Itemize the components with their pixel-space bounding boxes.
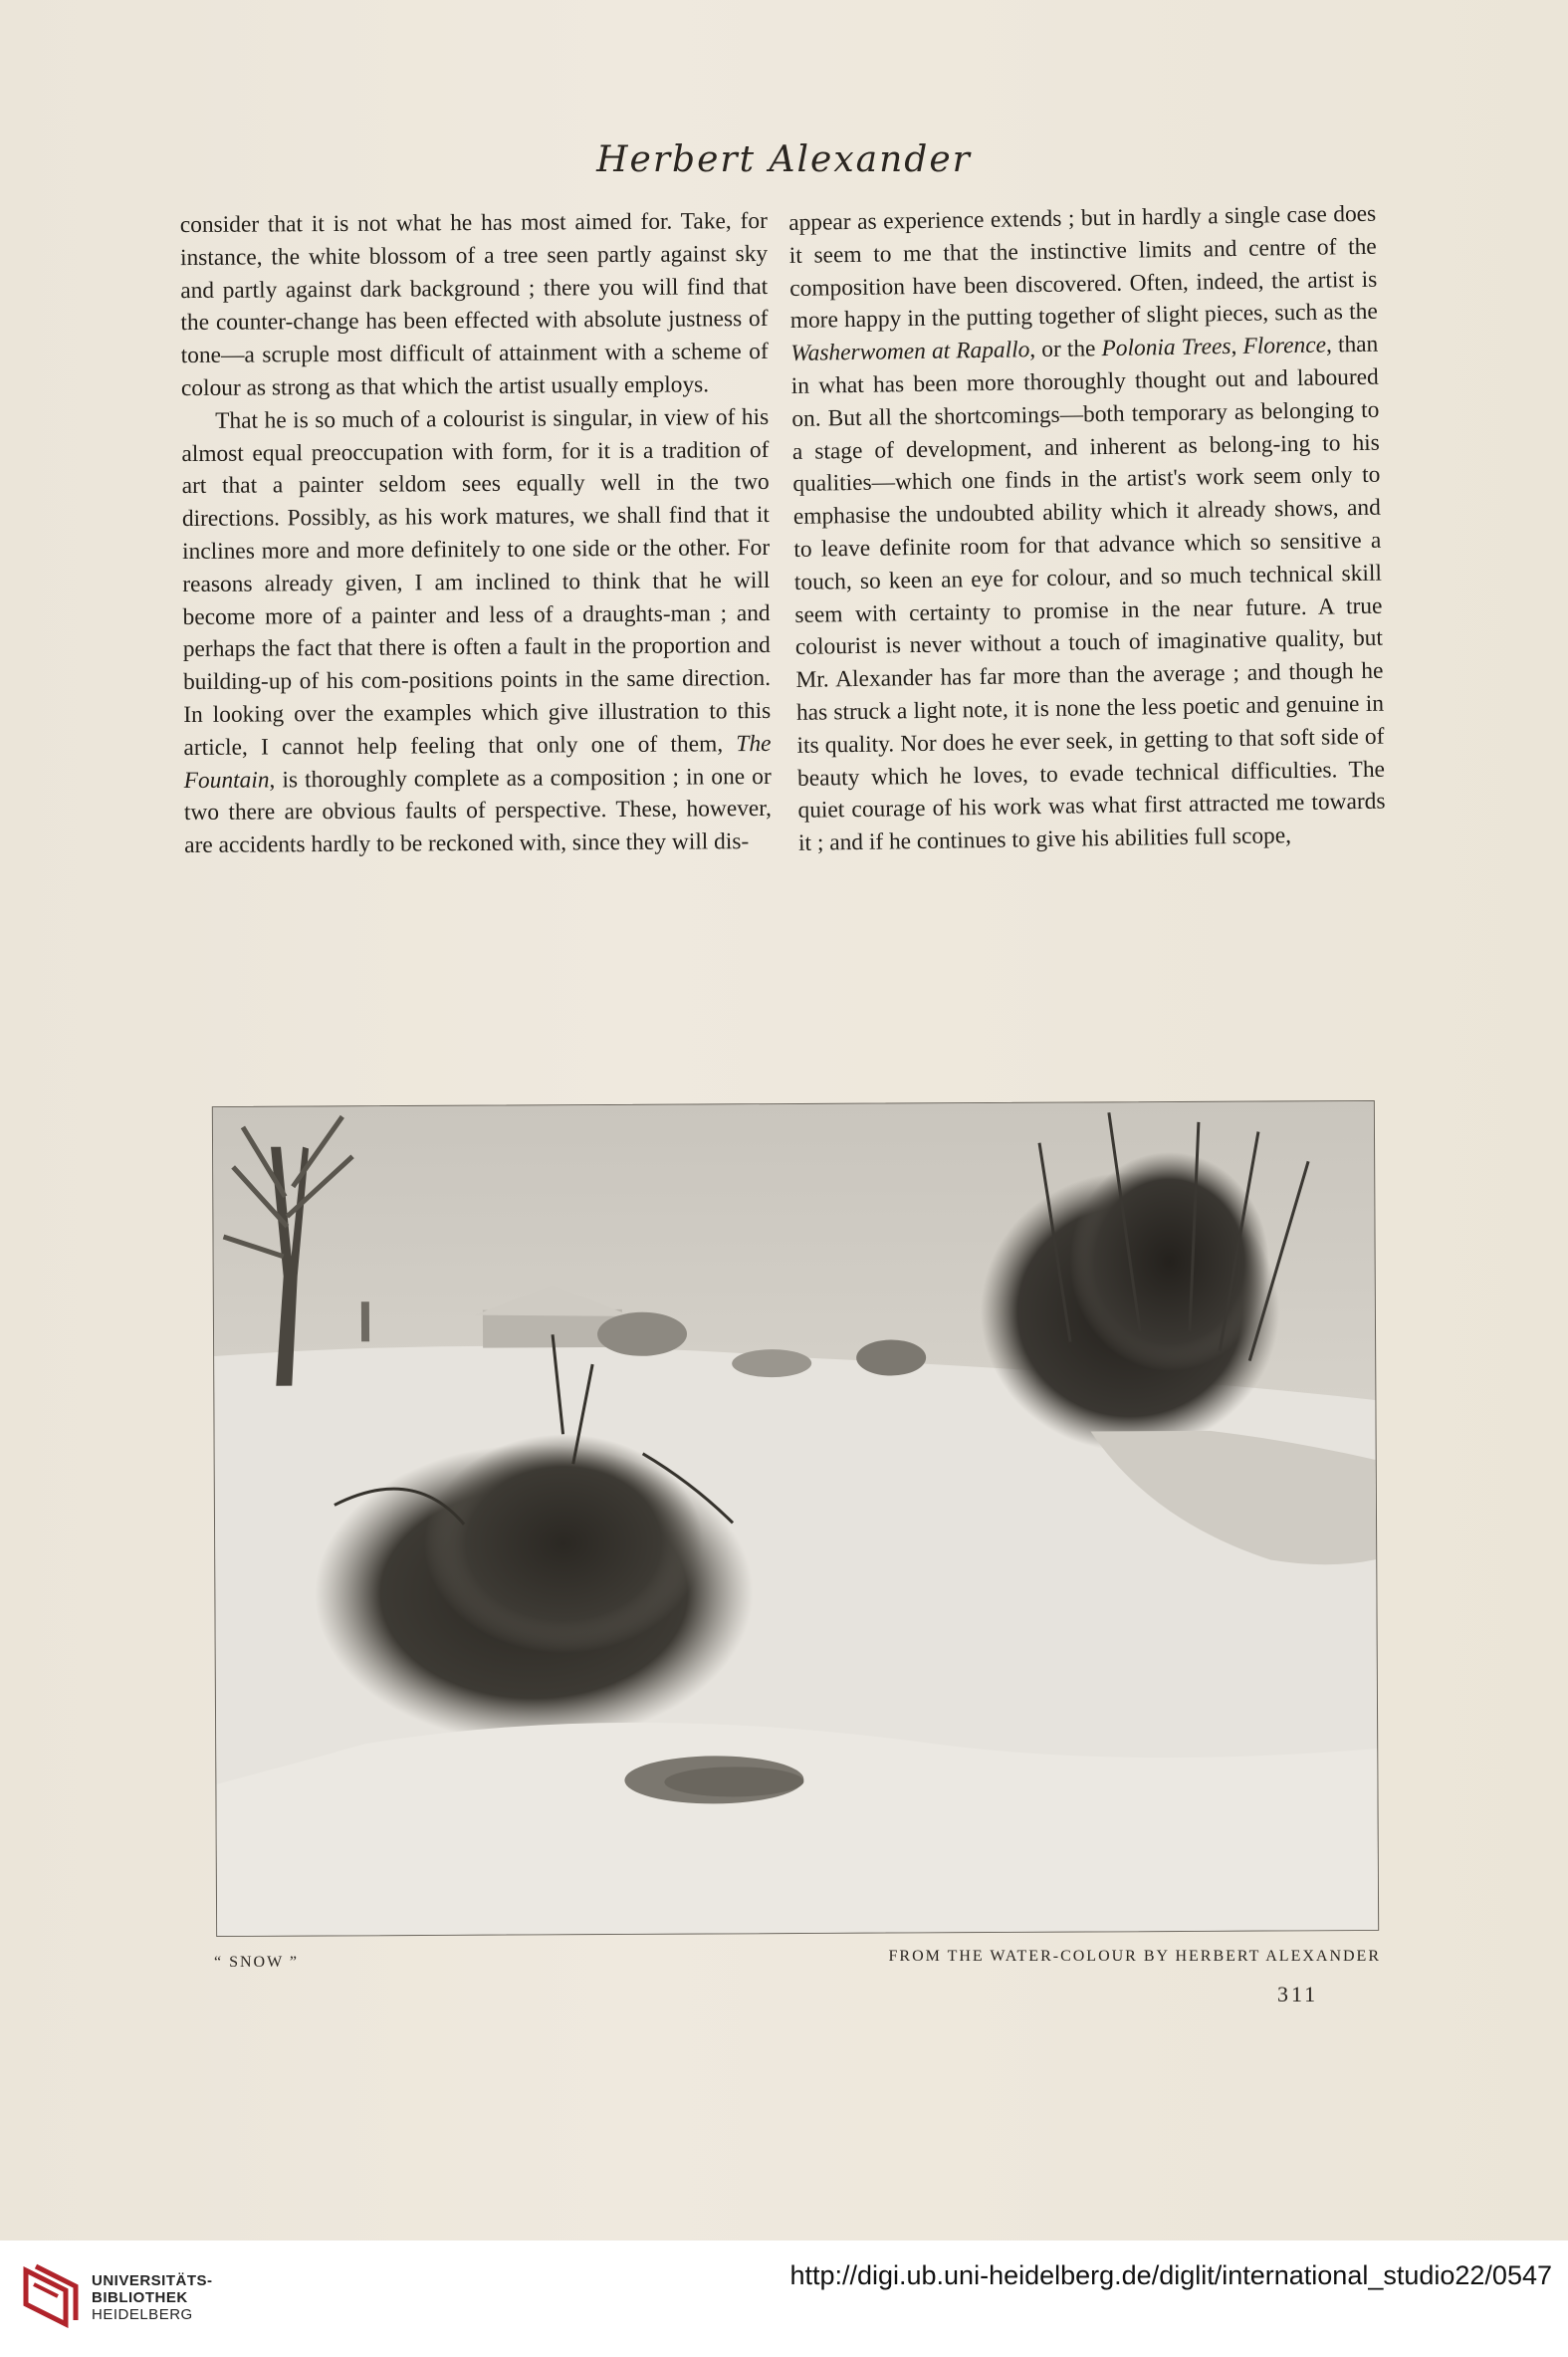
right-text-column — [788, 198, 1386, 860]
title-polonia-trees: Polonia Trees — [1101, 334, 1232, 362]
paragraph-1: consider that it is not what he has most aimed for. Take, for instance, the white blossom of a tree seen partly against sky and partly against dark background ; there you will find that the counter-change has been effected with absolute justness of tone—a scruple most difficult of attainment with a scheme of colour as strong as that which the artist usually employs. — [179, 207, 769, 402]
text-run: , — [1231, 334, 1243, 360]
page-number: 311 — [1277, 1982, 1319, 2006]
text-run: appear as experience extends ; but in hardly a single case does it seem to me that the instinctive limits and centre of the composition have been discovered. Often, indeed, the artist is more happy in the putting together of slight pieces, such as the — [788, 200, 1378, 335]
title-washerwomen: Washerwomen at Rapallo — [790, 337, 1030, 367]
text-run: , or the — [1029, 336, 1102, 363]
digitization-footer — [0, 2240, 1568, 2357]
library-line-3: HEIDELBERG — [92, 2306, 193, 2323]
library-line-1: UNIVERSITÄTS- — [92, 2272, 213, 2289]
text-run: , than in what has been more thoroughly thought out and laboured on. But all the shortcomings—both temporary as belonging to a stage of development, and inherent as belong-ing to his qualities—which one finds in the artist's work seem only to emphasise the undoubted ability which it already shows, and to leave definite room for that advance which so sensitive a touch, so keen an eye for colour, and so much technical skill seem with certainty to promise in the near future. A true colourist is never without a touch of imaginative quality, but Mr. Alexander has far more than the average ; and though he has struck a light note, it is none the less poetic and genuine in its quality. Nor does he ever seek, in getting to that soft side of beauty which he loves, to evade technical difficulties. The quiet courage of his work was what first attracted me towards it ; and if he continues to give his abilities full scope, — [790, 331, 1386, 857]
illustration-title: “ SNOW ” — [214, 1954, 300, 1971]
left-text-column — [180, 205, 773, 862]
snow-illustration — [212, 1100, 1379, 1937]
paragraph-2-end: , is thoroughly complete as a composition ; in one or two there are obvious faults of perspective. These, however, are accidents hardly to be reckoned with, since they will dis- — [183, 763, 773, 859]
library-line-2: BIBLIOTHEK — [92, 2289, 188, 2306]
illustration-credit: FROM THE WATER-COLOUR BY HERBERT ALEXANDER — [888, 1948, 1381, 1965]
paragraph-3 — [788, 198, 1386, 860]
running-title: Herbert Alexander — [596, 139, 972, 180]
library-name — [92, 2272, 213, 2323]
title-florence: Florence — [1242, 332, 1327, 360]
permalink-url[interactable]: http://digi.ub.uni-heidelberg.de/diglit/international_studio22/0547 — [789, 2260, 1552, 2290]
paragraph-2-text: That he is so much of a colourist is singular, in view of his almost equal preoccupation with form, for it is a tradition of art that a painter seldom sees equally well in the two directions. Possibly, as his work matures, we shall find that it inclines more and more definitely to one side or the other. For reasons already given, I am inclined to think that he will become more of a painter and less of a draughts-man ; and perhaps the fact that there is often a fault in the proportion and building-up of his com-positions points in the same direction. In looking over the examples which give illustration to this article, I cannot help feeling that only one of them, — [181, 403, 772, 761]
paragraph-2 — [181, 401, 772, 862]
university-library-logo-icon — [22, 2262, 80, 2328]
title-the-fountain: The Fountain — [183, 730, 772, 794]
snow-painting — [213, 1101, 1378, 1936]
